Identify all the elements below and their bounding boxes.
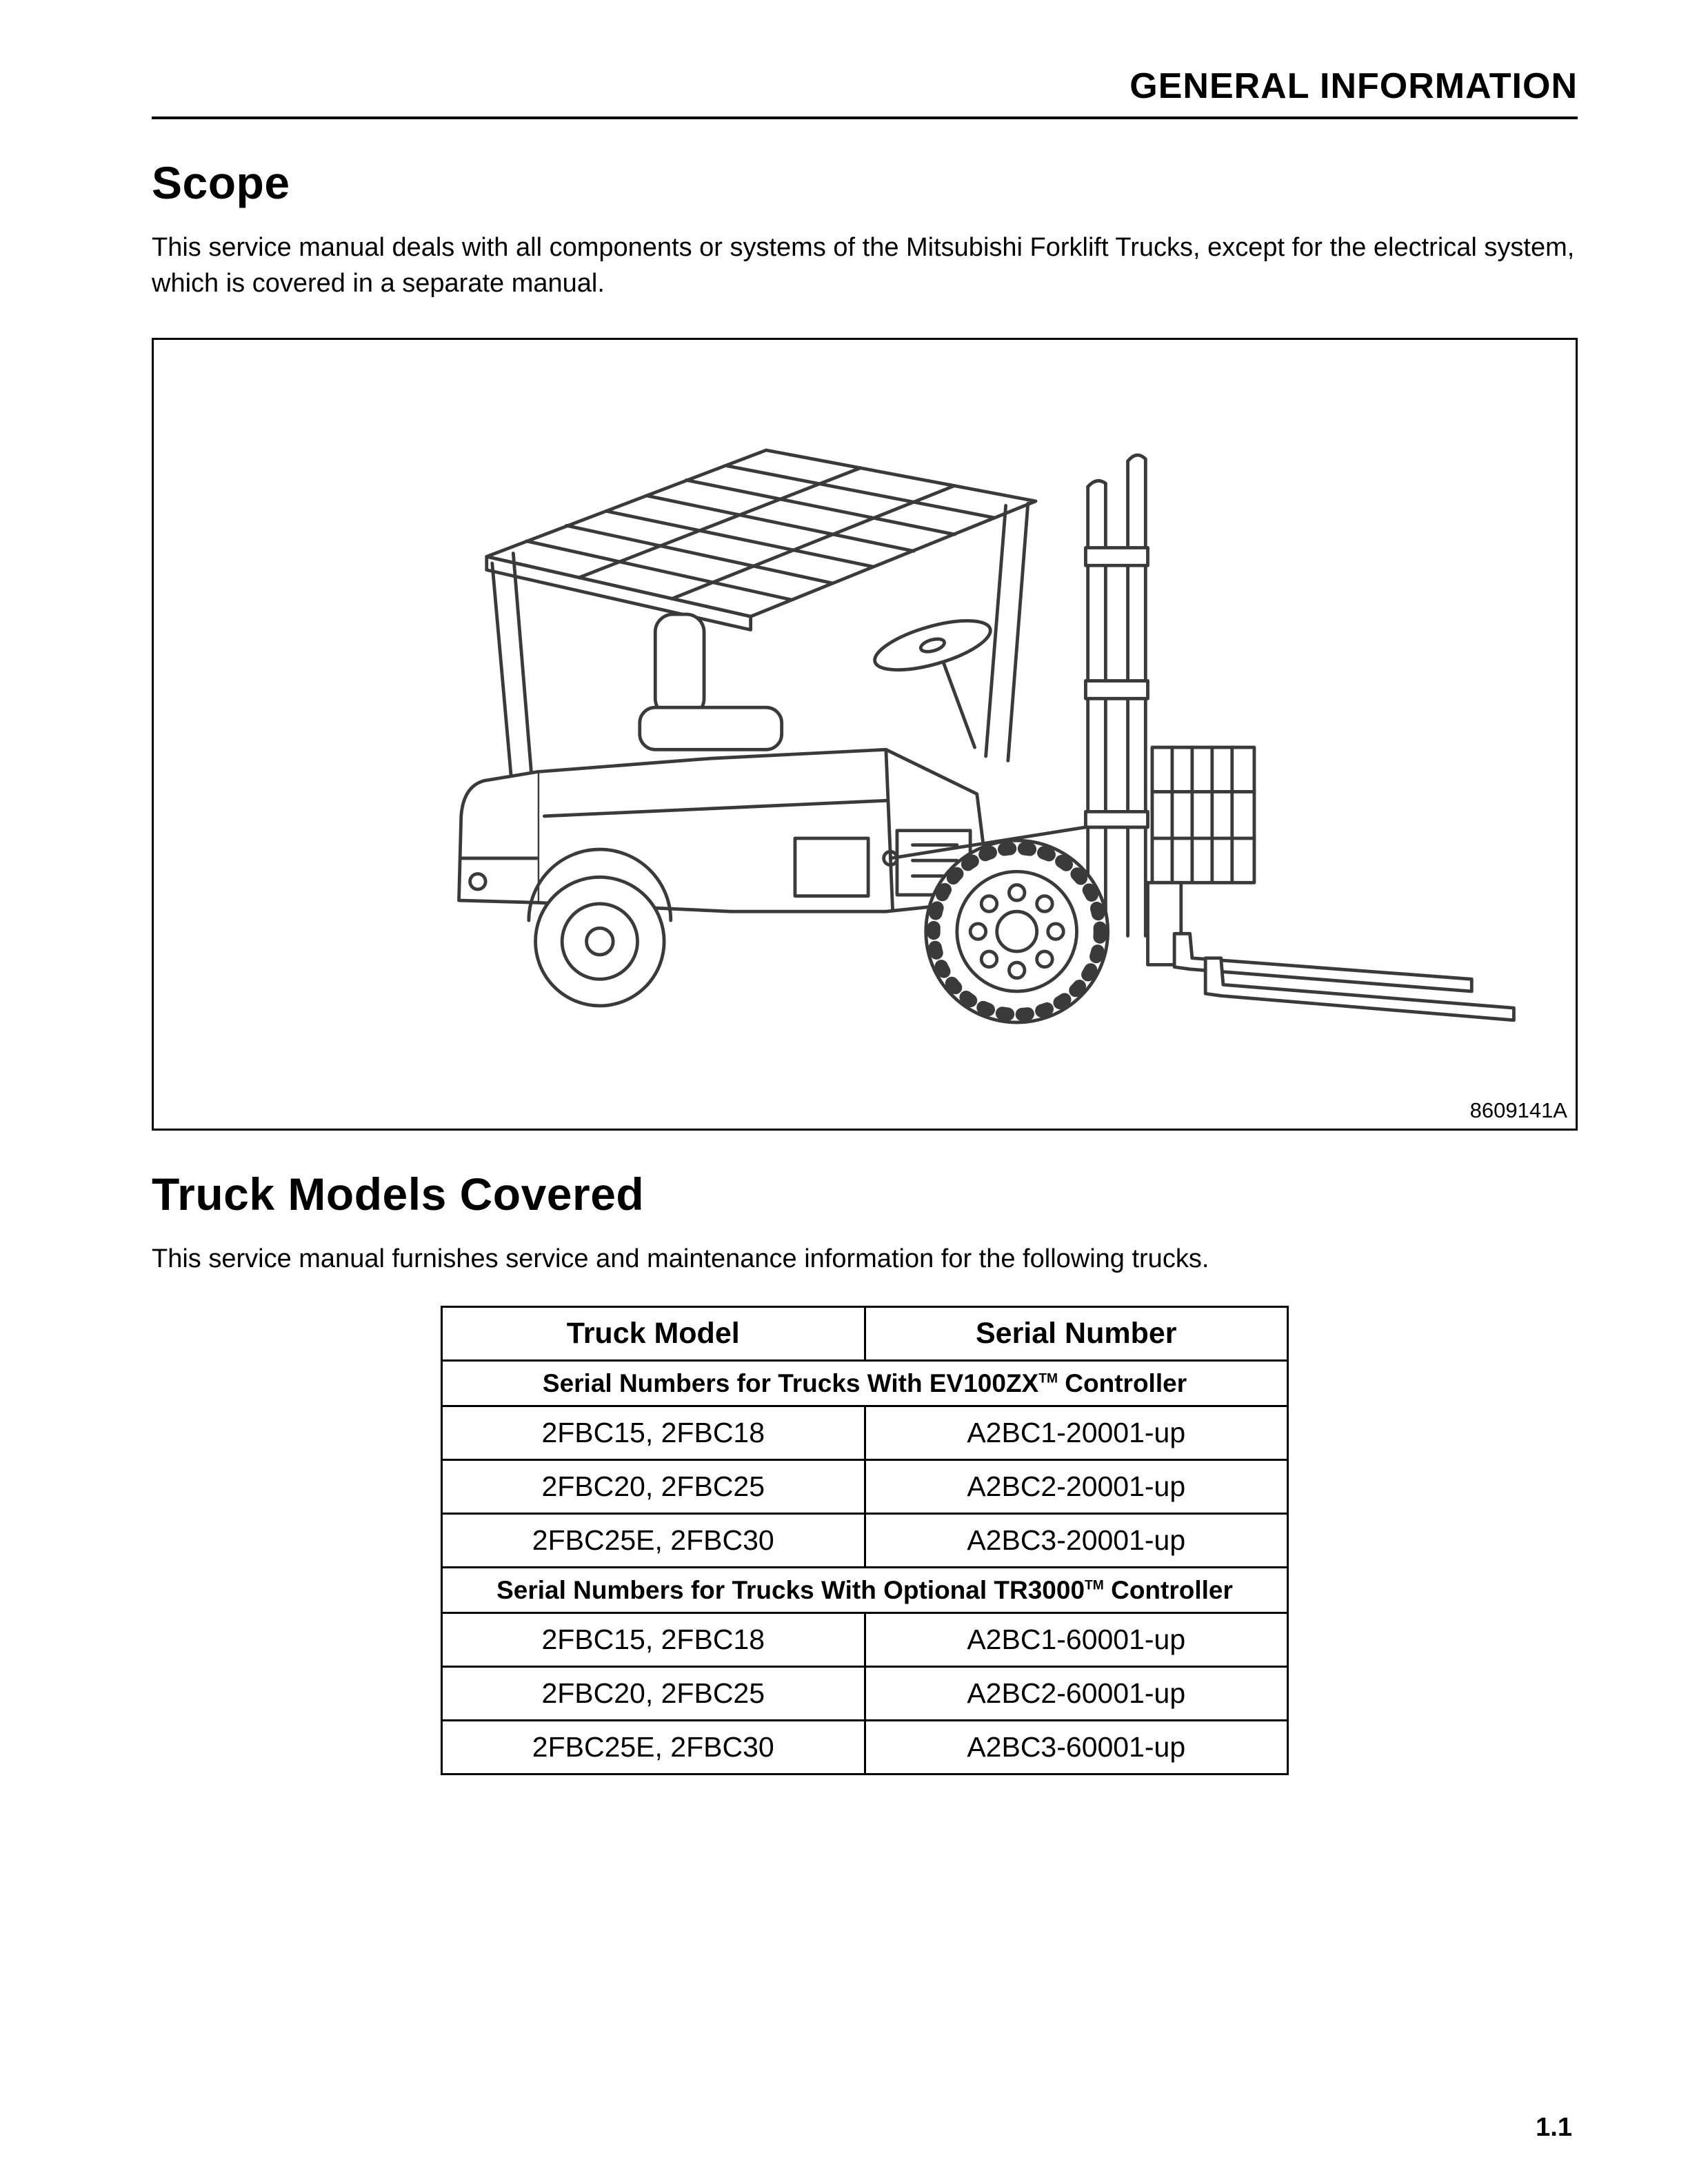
truck-model-cell: 2FBC25E, 2FBC30	[442, 1514, 865, 1568]
serial-number-cell: A2BC1-20001-up	[865, 1406, 1288, 1460]
section-label-text: Serial Numbers for Trucks With Optional TR3000	[496, 1575, 1085, 1604]
truck-model-cell: 2FBC15, 2FBC18	[442, 1406, 865, 1460]
table-row	[442, 1514, 1288, 1568]
section-label-suffix: Controller	[1103, 1575, 1233, 1604]
table-row	[442, 1667, 1288, 1721]
models-paragraph: This service manual furnishes service and maintenance information for the following trucks.	[152, 1244, 1209, 1273]
models-title: Truck Models Covered	[152, 1168, 645, 1220]
table-header-row	[442, 1307, 1288, 1361]
serial-number-cell: A2BC1-60001-up	[865, 1613, 1288, 1667]
truck-model-cell: 2FBC20, 2FBC25	[442, 1460, 865, 1514]
section-label-text: Serial Numbers for Trucks With EV100ZX	[542, 1368, 1039, 1397]
col-header-truck-model: Truck Model	[442, 1307, 865, 1361]
table-row	[442, 1406, 1288, 1460]
serial-number-cell: A2BC2-20001-up	[865, 1460, 1288, 1514]
models-table	[441, 1306, 1289, 1775]
section-label-suffix: Controller	[1058, 1368, 1187, 1397]
page-number: 1.1	[1536, 2113, 1572, 2142]
scope-title: Scope	[152, 157, 290, 208]
col-header-serial-number: Serial Number	[865, 1307, 1288, 1361]
forklift-illustration	[265, 381, 1540, 1091]
figure-box	[152, 338, 1578, 1131]
table-row	[442, 1460, 1288, 1514]
table-row	[442, 1613, 1288, 1667]
truck-model-cell: 2FBC20, 2FBC25	[442, 1667, 865, 1721]
truck-model-cell: 2FBC15, 2FBC18	[442, 1613, 865, 1667]
table-section-row-ev100zx	[442, 1361, 1288, 1406]
serial-number-cell: A2BC2-60001-up	[865, 1667, 1288, 1721]
page-header	[152, 65, 1578, 119]
header-title: GENERAL INFORMATION	[1129, 66, 1578, 106]
section-label-ev100zx	[442, 1361, 1288, 1406]
truck-model-cell: 2FBC25E, 2FBC30	[442, 1721, 865, 1775]
table-section-row-tr3000	[442, 1568, 1288, 1613]
models-table-wrap	[152, 1306, 1578, 1775]
trademark-symbol: TM	[1085, 1578, 1104, 1593]
scope-paragraph: This service manual deals with all components or systems of the Mitsubishi Forklift Trucks, except for the electrical system, which is covered in a separate manual.	[152, 233, 1575, 299]
figure-code: 8609141A	[1469, 1098, 1567, 1122]
serial-number-cell: A2BC3-60001-up	[865, 1721, 1288, 1775]
section-label-tr3000	[442, 1568, 1288, 1613]
trademark-symbol: TM	[1038, 1371, 1058, 1386]
table-row	[442, 1721, 1288, 1775]
serial-number-cell: A2BC3-20001-up	[865, 1514, 1288, 1568]
